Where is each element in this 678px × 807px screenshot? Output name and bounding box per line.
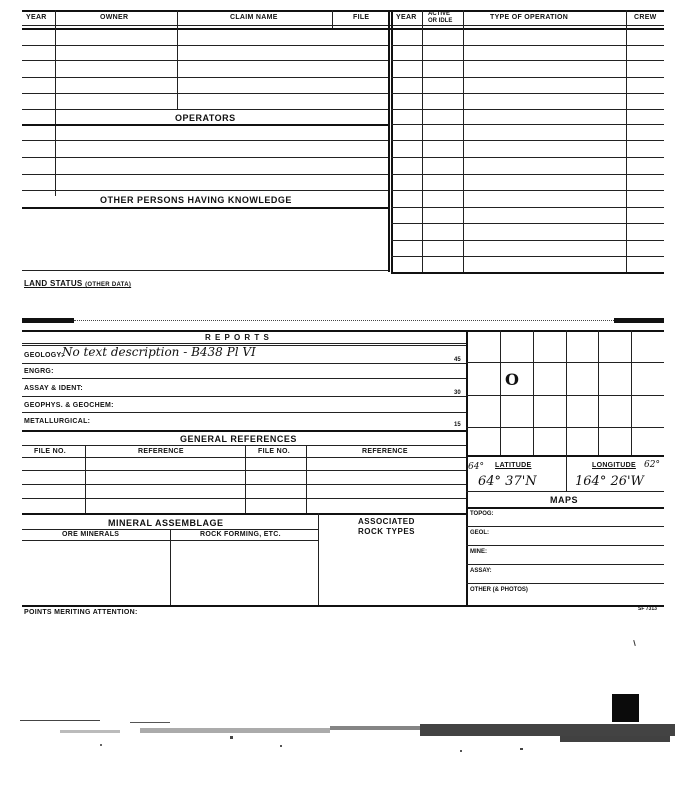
header-active-idle: ACTIVE OR IDLE bbox=[428, 11, 453, 24]
ore-minerals-label: ORE MINERALS bbox=[62, 531, 120, 538]
longitude-label: LONGITUDE bbox=[592, 462, 636, 469]
maps-assay: ASSAY: bbox=[470, 568, 492, 574]
separator-right-mark bbox=[614, 318, 664, 323]
maps-title: MAPS bbox=[550, 495, 579, 505]
geology-label: GEOLOGY: bbox=[24, 352, 64, 359]
general-references-title: GENERAL REFERENCES bbox=[180, 434, 297, 444]
ref-header-reference-1: REFERENCE bbox=[138, 448, 184, 455]
assay-label: ASSAY & IDENT: bbox=[24, 385, 84, 392]
header-crew: CREW bbox=[634, 14, 657, 21]
header-file: FILE bbox=[353, 14, 370, 21]
maps-geol: GEOL: bbox=[470, 530, 489, 536]
scan-noise-strip bbox=[0, 700, 678, 760]
longitude-value: 164° 26'W bbox=[575, 474, 644, 489]
header-year: YEAR bbox=[26, 14, 47, 21]
header-owner: OWNER bbox=[100, 14, 129, 21]
maps-topog: TOPOG: bbox=[470, 511, 494, 517]
metallurgical-num: 15 bbox=[454, 422, 461, 428]
geology-value: No text description - B438 Pl VI bbox=[62, 345, 256, 359]
reports-title: R E P O R T S bbox=[205, 333, 270, 342]
associated-rock-types-1: ASSOCIATED bbox=[358, 517, 415, 526]
metallurgical-label: METALLURGICAL: bbox=[24, 418, 91, 425]
operators-label: OPERATORS bbox=[175, 113, 236, 123]
maps-other: OTHER (& PHOTOS) bbox=[470, 587, 528, 593]
lat-prefix: 64° bbox=[468, 462, 484, 472]
other-persons-label: OTHER PERSONS HAVING KNOWLEDGE bbox=[100, 195, 292, 205]
latitude-value: 64° 37'N bbox=[478, 474, 537, 489]
ref-header-reference-2: REFERENCE bbox=[362, 448, 408, 455]
ref-header-file-no-1: FILE NO. bbox=[34, 448, 66, 455]
associated-rock-types-2: ROCK TYPES bbox=[358, 527, 416, 536]
lon-suffix: 62° bbox=[644, 460, 660, 470]
points-meriting-attention: POINTS MERITING ATTENTION: bbox=[24, 609, 138, 616]
form-code: SF 7313 bbox=[638, 606, 657, 612]
mineral-assemblage-title: MINERAL ASSEMBLAGE bbox=[108, 518, 224, 528]
engrg-label: ENGRG: bbox=[24, 368, 54, 375]
stray-mark bbox=[633, 640, 636, 646]
assay-num: 30 bbox=[454, 390, 461, 396]
header-year-2: YEAR bbox=[396, 14, 417, 21]
header-claim-name: CLAIM NAME bbox=[230, 14, 278, 21]
geophys-label: GEOPHYS. & GEOCHEM: bbox=[24, 402, 114, 409]
maps-mine: MINE: bbox=[470, 549, 487, 555]
latitude-label: LATITUDE bbox=[495, 462, 532, 469]
land-status-label: LAND STATUS (OTHER DATA) bbox=[24, 279, 132, 288]
rock-forming-label: ROCK FORMING, ETC. bbox=[200, 531, 281, 538]
separator-left-mark bbox=[22, 318, 74, 323]
header-type-of-operation: TYPE OF OPERATION bbox=[490, 14, 569, 21]
geology-num: 45 bbox=[454, 357, 461, 363]
ref-header-file-no-2: FILE NO. bbox=[258, 448, 290, 455]
grid-mark: O bbox=[505, 370, 519, 389]
